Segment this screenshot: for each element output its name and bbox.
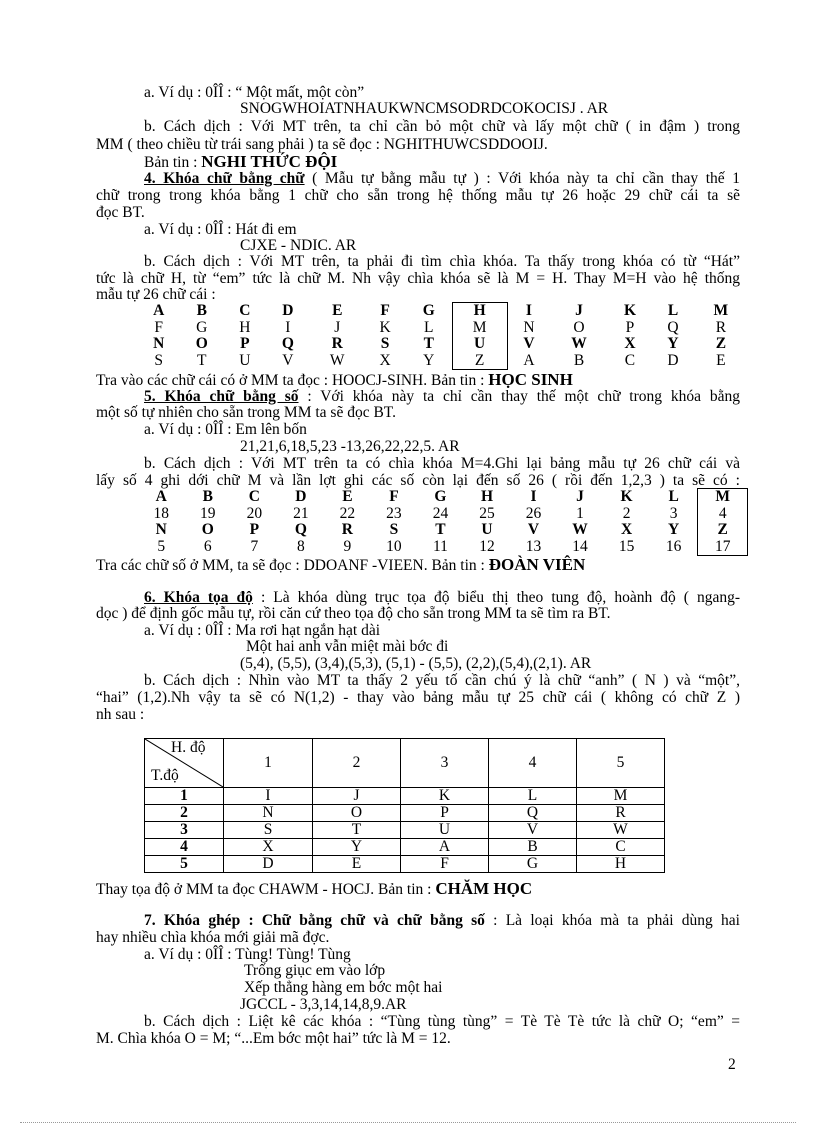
table-cell: N	[155, 521, 167, 539]
table-cell: B	[489, 839, 577, 856]
table-cell: 23	[386, 504, 402, 522]
paragraph: nh sau :	[96, 706, 145, 723]
table-row	[138, 539, 748, 556]
table-cell: J	[575, 302, 583, 319]
table-cell: E	[313, 856, 401, 873]
table-cell: R	[715, 318, 727, 336]
alphabet-number-table	[138, 488, 748, 556]
table-cell: S	[380, 335, 390, 353]
table-cell: 4	[698, 506, 748, 523]
alphabet-shift-table	[138, 302, 748, 370]
paragraph: b. Cách dịch : Nhìn vào MT ta thấy 2 yếu tố cần chú ý là chữ “anh” ( N ) và “một”,	[144, 672, 740, 689]
table-cell: 8	[296, 538, 305, 555]
example-4: a. Ví dụ : 0ÎÎ : Ma rơi hạt ngắn hạt dài	[144, 622, 381, 639]
example-5: a. Ví dụ : 0ÎÎ : Tùng! Tùng! Tùng	[144, 946, 351, 963]
example-2: a. Ví dụ : 0ÎÎ : Hát đi em	[144, 221, 297, 238]
table-cell: H	[480, 488, 494, 505]
section-7-heading	[144, 912, 740, 930]
table-row	[138, 353, 748, 370]
table-row	[138, 303, 748, 320]
table-cell: Q	[489, 805, 577, 822]
example-3: a. Ví dụ : 0ÎÎ : Em lên bốn	[144, 421, 307, 438]
table-cell: W	[577, 822, 665, 839]
table-cell: L	[489, 788, 577, 805]
section-title: 6. Khóa tọa độ	[144, 589, 253, 606]
table-cell: 15	[618, 538, 635, 555]
table-cell: D	[295, 488, 307, 505]
table-cell: Y	[423, 352, 435, 369]
table-cell: 14	[572, 538, 588, 555]
table-cell: I	[530, 488, 537, 505]
table-cell: P	[240, 335, 250, 353]
table-cell: O	[573, 318, 585, 336]
table-cell: S	[154, 352, 164, 369]
table-row	[145, 822, 665, 839]
table-cell: K	[379, 318, 391, 336]
table-cell: I	[285, 318, 291, 336]
section-4-heading	[144, 170, 740, 188]
paragraph: chữ trong trong khóa bằng 1 chữ cho sẵn trong hệ thống mẫu tự 26 hoặc 29 chữ cái ta sẽ	[96, 187, 740, 204]
poem-line: Xếp thẳng hàng em bớc một hai	[244, 979, 443, 996]
paragraph: mẫu tự 26 chữ cái :	[96, 286, 216, 303]
table-cell: P	[625, 318, 635, 336]
table-cell: A	[153, 302, 165, 319]
table-row	[138, 320, 748, 337]
section-title: 4. Khóa chữ bằng chữ	[144, 170, 305, 187]
table-cell: T	[435, 521, 446, 539]
table-cell: N	[153, 335, 165, 353]
corner-cell	[145, 739, 224, 788]
paragraph: b. Cách dịch : Với MT trên, ta phải đi tìm chìa khóa. Ta thấy trong khóa có từ “Hát”	[144, 253, 740, 270]
cipher-text-1: SNOGWHOIATNHAUKWNCMSODRDCOKOCISJ . AR	[240, 100, 609, 117]
table-cell: G	[422, 302, 435, 319]
cipher-text-3: 21,21,6,18,5,23 -13,26,22,22,5. AR	[240, 438, 460, 455]
table-cell: F	[389, 488, 399, 505]
table-cell: 17	[698, 539, 748, 556]
table-cell: J	[576, 488, 584, 505]
section-title: 7. Khóa ghép : Chữ bằng chữ và chữ bằng số	[144, 912, 485, 929]
table-cell: I	[525, 302, 532, 319]
table-cell: C	[577, 839, 665, 856]
table-row	[138, 336, 748, 353]
table-cell: C	[248, 488, 260, 505]
table-row	[138, 489, 748, 506]
table-cell: N	[523, 318, 535, 336]
paragraph: hay nhiều chìa khóa mới giải mã đợc.	[96, 929, 330, 946]
table-cell: B	[202, 488, 213, 505]
page-number: 2	[728, 1056, 736, 1073]
table-cell: A	[401, 839, 489, 856]
table-cell: 12	[479, 538, 495, 555]
table-cell: U	[401, 822, 489, 839]
table-cell: H	[577, 856, 665, 873]
table-row	[145, 788, 665, 805]
table-cell: 2	[622, 504, 631, 522]
table-cell: 24	[432, 504, 449, 522]
paragraph: lấy số 4 ghi dới chữ M và lần lợt ghi các số còn lại đến số 26 ( rồi đến 1,2,3 ) ta sẽ có :	[96, 472, 740, 489]
table-cell: Q	[294, 521, 307, 539]
table-cell: 1	[576, 504, 584, 522]
row-header: 5	[145, 856, 224, 873]
table-cell: W	[571, 335, 587, 353]
poem-line: Trống giục em vào lớp	[244, 962, 386, 979]
table-cell: O	[201, 521, 214, 539]
table-cell: Q	[281, 335, 294, 353]
table-cell: C	[624, 352, 636, 369]
message-label: Thay tọa độ ở MM ta đọc CHAWM - HOCJ. Bản tin :	[96, 881, 432, 898]
table-cell: S	[389, 521, 399, 539]
table-cell: R	[341, 521, 353, 539]
table-row	[138, 522, 748, 539]
table-cell: V	[489, 822, 577, 839]
cipher-text-2: CJXE - NDIC. AR	[240, 237, 357, 254]
section-desc: : Là loại khóa mà ta phải dùng hai	[484, 912, 740, 929]
table-cell: 19	[200, 504, 216, 522]
section-desc: : Với khóa này ta chỉ cần thay thế một chữ trong khóa bằng	[298, 388, 740, 405]
table-cell: A	[523, 352, 535, 369]
message-result: ĐOÀN VIÊN	[488, 555, 586, 574]
table-cell: O	[313, 805, 401, 822]
table-row	[145, 856, 665, 873]
table-cell: I	[224, 788, 313, 805]
table-cell: 16	[665, 538, 682, 555]
table-cell: G	[489, 856, 577, 873]
table-cell: G	[434, 488, 447, 505]
table-cell: W	[572, 521, 588, 539]
message-line	[96, 556, 740, 575]
table-cell: R	[577, 805, 665, 822]
message-label: Tra các chữ số ở MM, ta sẽ đọc : DDOANF -VIEEN. Bản tin :	[96, 557, 485, 574]
table-cell: R	[331, 335, 343, 353]
table-cell: C	[239, 302, 251, 319]
paragraph: tức là chữ H, từ “em” tức là chữ M. Nh vậy chìa khóa sẽ là M = H. Thay M=H vào hệ thống	[96, 270, 740, 287]
table-cell: V	[527, 521, 540, 539]
table-row	[145, 805, 665, 822]
table-cell: 18	[153, 504, 170, 522]
table-cell: E	[716, 352, 726, 369]
column-header: 4	[489, 739, 577, 788]
message-result: NGHI THỨC ĐỘI	[201, 152, 338, 171]
table-cell: 7	[250, 538, 259, 555]
table-cell: F	[401, 856, 489, 873]
cipher-text-4: (5,4), (5,5), (3,4),(5,3), (5,1) - (5,5), (2,2),(5,4),(2,1). AR	[240, 655, 592, 672]
h-axis-label: H. độ	[171, 739, 206, 756]
message-result: HỌC SINH	[488, 370, 573, 389]
table-cell: E	[332, 302, 343, 319]
table-cell: L	[667, 302, 679, 319]
table-cell: B	[573, 352, 585, 369]
table-cell: O	[195, 335, 208, 353]
column-header: 2	[313, 739, 401, 788]
table-header-row	[145, 739, 665, 788]
table-cell: Z	[715, 335, 727, 353]
coordinate-table	[144, 738, 665, 873]
table-cell: U	[239, 352, 251, 369]
message-label: Bản tin :	[144, 154, 198, 171]
table-cell: D	[224, 856, 313, 873]
table-cell: K	[623, 302, 636, 319]
table-cell: M	[577, 788, 665, 805]
table-row	[145, 839, 665, 856]
section-desc: : Là khóa dùng trục tọa độ biểu thị theo tung độ, hoành độ ( ngang-	[252, 589, 740, 606]
row-header: 4	[145, 839, 224, 856]
table-cell: 10	[386, 538, 402, 555]
paragraph: M. Chìa khóa O = M; “...Em bớc một hai” tức là M = 12.	[96, 1030, 451, 1047]
table-cell: 3	[669, 504, 678, 522]
table-cell: 22	[339, 504, 356, 522]
message-line	[96, 880, 740, 899]
table-cell: X	[624, 335, 636, 353]
table-cell: D	[282, 302, 294, 319]
message-result: CHĂM HỌC	[435, 879, 533, 898]
table-cell: H	[452, 303, 507, 320]
table-cell: E	[342, 488, 353, 505]
table-cell: P	[249, 521, 260, 539]
table-cell: 13	[525, 538, 542, 555]
table-cell: F	[154, 318, 164, 336]
table-cell: 21	[293, 504, 309, 522]
table-cell: H	[239, 318, 251, 336]
paragraph: MM ( theo chiều từ trái sang phải ) ta sẽ đọc : NGHITHUWCSDDOOIJ.	[96, 136, 548, 153]
paragraph: đọc BT.	[96, 204, 145, 221]
table-row	[138, 506, 748, 523]
table-cell: M	[452, 320, 507, 337]
table-cell: 20	[246, 504, 263, 522]
table-cell: 6	[203, 538, 212, 555]
example-1: a. Ví dụ : 0ÎÎ : “ Một mất, một còn”	[144, 84, 365, 101]
table-cell: 5	[157, 538, 166, 555]
table-cell: K	[401, 788, 489, 805]
table-cell: Y	[668, 521, 680, 539]
table-cell: S	[224, 822, 313, 839]
table-cell: T	[423, 335, 434, 353]
table-cell: D	[667, 352, 679, 369]
table-cell: U	[481, 521, 493, 539]
table-cell: 25	[479, 504, 495, 522]
table-cell: 9	[343, 538, 352, 555]
table-cell: J	[334, 318, 341, 336]
table-cell: M	[713, 302, 729, 319]
message-label: Tra vào các chữ cái có ở MM ta đọc : HOOCJ-SINH. Bản tin :	[96, 372, 485, 389]
column-header: 1	[224, 739, 313, 788]
cipher-text-5: JGCCL - 3,3,14,14,8,9.AR	[240, 996, 407, 1013]
table-cell: 11	[432, 538, 448, 555]
column-header: 5	[577, 739, 665, 788]
table-cell: X	[379, 352, 391, 369]
table-cell: L	[668, 488, 679, 505]
table-cell: P	[401, 805, 489, 822]
column-header: 3	[401, 739, 489, 788]
table-cell: A	[155, 488, 167, 505]
paragraph: b. Cách dịch : Liệt kê các khóa : “Tùng tùng tùng” = Tè Tè Tè tức là chữ O; “em” =	[144, 1013, 740, 1030]
paragraph: dọc ) để định gốc mẫu tự, rồi căn cứ theo tọa độ cho sẵn trong MM ta sẽ tìm ra BT.	[96, 605, 611, 622]
table-cell: 26	[525, 504, 542, 522]
table-cell: F	[380, 302, 390, 319]
table-cell: Y	[667, 335, 679, 353]
table-cell: K	[620, 488, 633, 505]
table-cell: N	[224, 805, 313, 822]
table-cell: Z	[698, 522, 748, 539]
table-cell: W	[329, 352, 345, 369]
table-cell: M	[698, 489, 748, 506]
section-desc: ( Mẫu tự bằng mẫu tự ) : Với khóa này ta chỉ cần thay thế 1	[304, 170, 740, 187]
table-cell: Y	[313, 839, 401, 856]
table-cell: B	[196, 302, 207, 319]
table-cell: T	[197, 352, 207, 369]
table-cell: U	[452, 336, 507, 353]
t-axis-label: T.độ	[151, 767, 179, 784]
table-cell: Z	[452, 353, 507, 370]
table-cell: Q	[667, 318, 679, 336]
table-cell: T	[313, 822, 401, 839]
paragraph: một số tự nhiên cho sẵn trong MM ta sẽ đọc BT.	[96, 404, 396, 421]
table-cell: V	[523, 335, 535, 353]
table-cell: L	[424, 318, 434, 336]
section-title: 5. Khóa chữ bằng số	[144, 388, 299, 405]
paragraph: “hai” (1,2).Nh vậy ta sẽ có N(1,2) - thay vào bảng mẫu tự 25 chữ cái ( không có chữ Z )	[96, 689, 740, 706]
table-cell: X	[224, 839, 313, 856]
row-header: 2	[145, 805, 224, 822]
poem-line: Một hai anh vẫn miệt mài bớc đi	[246, 638, 449, 655]
paragraph: b. Cách dịch : Với MT trên, ta chỉ cần bỏ một chữ và lấy một chữ ( in đậm ) trong	[144, 118, 740, 135]
row-header: 1	[145, 788, 224, 805]
table-cell: G	[196, 318, 208, 336]
table-cell: V	[282, 352, 294, 369]
table-cell: X	[620, 521, 633, 539]
paragraph: b. Cách dịch : Với MT trên ta có chìa khóa M=4.Ghi lại bảng mẫu tự 26 chữ cái và	[144, 455, 740, 472]
table-cell: J	[313, 788, 401, 805]
row-header: 3	[145, 822, 224, 839]
